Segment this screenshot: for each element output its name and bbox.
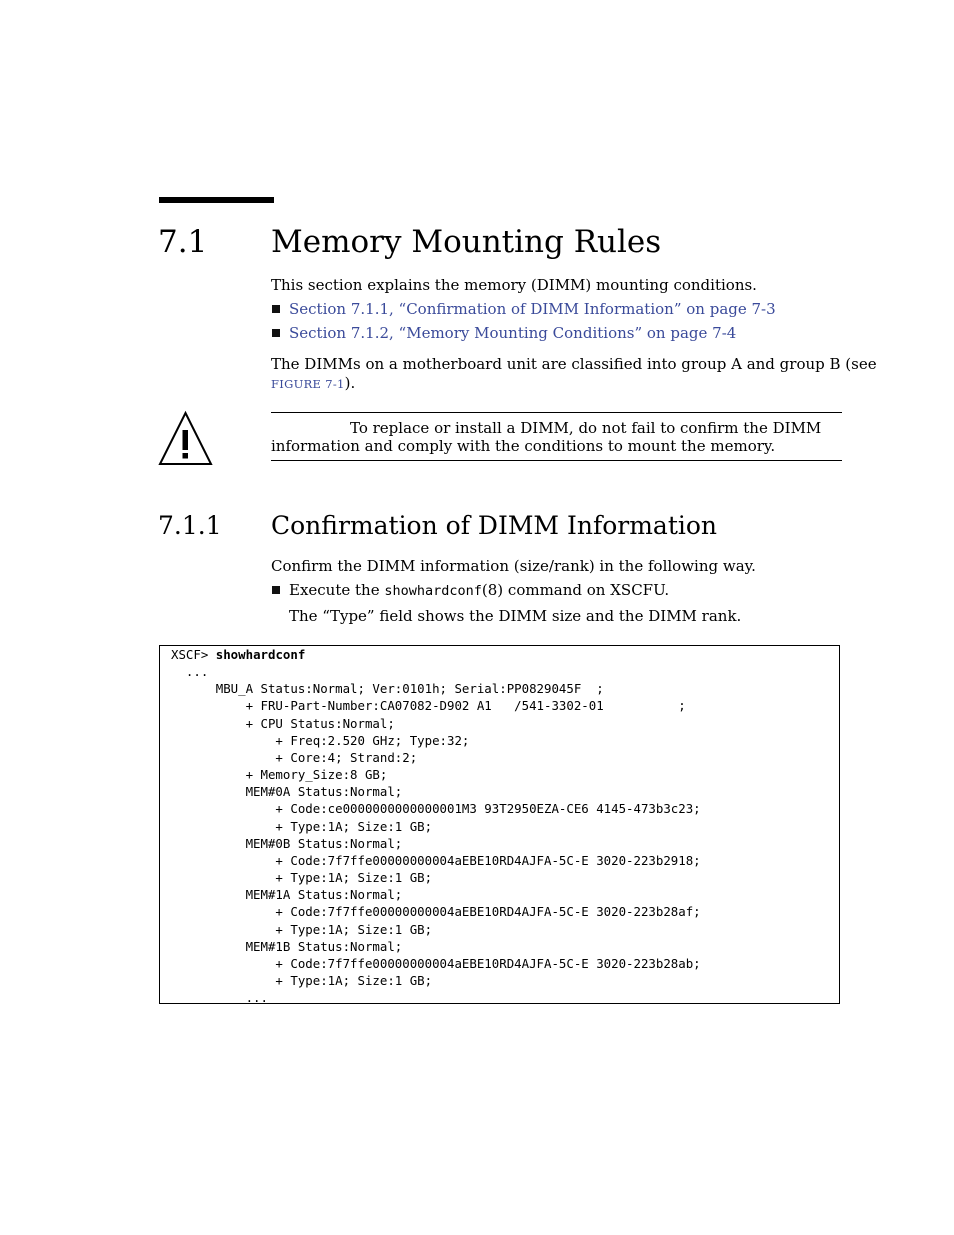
step-command: showhardconf xyxy=(384,583,482,599)
code-line: MEM#1A Status:Normal; xyxy=(171,887,403,903)
link-section-7-1-2[interactable]: Section 7.1.2, “Memory Mounting Conditions” on page 7-4 xyxy=(289,324,737,342)
step-execute xyxy=(289,581,669,600)
code-line: MEM#0A Status:Normal; xyxy=(171,784,403,800)
code-prompt-line xyxy=(171,646,701,663)
step-note: The “Type” field shows the DIMM size and the DIMM rank. xyxy=(289,607,742,625)
caution-bottom-rule xyxy=(271,460,842,461)
code-line: + Type:1A; Size:1 GB; xyxy=(171,972,433,988)
code-command: showhardconf xyxy=(215,647,306,662)
code-line: + Code:7f7ffe00000000004aEBE10RD4AJFA-5C-E 3020-223b2918; xyxy=(171,852,701,868)
code-line: + Type:1A; Size:1 GB; xyxy=(171,818,433,834)
code-line: ... xyxy=(171,990,268,1006)
caution-line2: information and comply with the conditions to mount the memory. xyxy=(271,437,776,455)
code-line: + FRU-Part-Number:CA07082-D902 A1 /541-3302-01 ; xyxy=(171,698,686,714)
code-line: + Memory_Size:8 GB; xyxy=(171,767,388,783)
subsection-title: Confirmation of DIMM Information xyxy=(271,511,718,540)
section-intro: This section explains the memory (DIMM) mounting conditions. xyxy=(271,276,757,294)
code-line: + Code:7f7ffe00000000004aEBE10RD4AJFA-5C-E 3020-223b28ab; xyxy=(171,955,701,971)
code-line: MEM#0B Status:Normal; xyxy=(171,835,403,851)
section-number: 7.1 xyxy=(158,224,208,260)
code-line: + Code:7f7ffe00000000004aEBE10RD4AJFA-5C-E 3020-223b28af; xyxy=(171,904,701,920)
code-prompt: XSCF> xyxy=(171,647,216,662)
bullet-icon xyxy=(272,329,280,337)
link-section-7-1-1[interactable]: Section 7.1.1, “Confirmation of DIMM Information” on page 7-3 xyxy=(289,300,776,318)
groups-paragraph-line1: The DIMMs on a motherboard unit are classified into group A and group B (see xyxy=(271,355,877,373)
code-line: ... xyxy=(171,664,209,680)
code-line: MBU_A Status:Normal; Ver:0101h; Serial:PP0829045F ; xyxy=(171,681,604,697)
subsection-number: 7.1.1 xyxy=(158,511,222,540)
code-line: + CPU Status:Normal; xyxy=(171,715,395,731)
bullet-icon xyxy=(272,305,280,313)
groups-paragraph-line2 xyxy=(271,374,355,393)
code-line: + Type:1A; Size:1 GB; xyxy=(171,921,433,937)
warning-triangle-icon xyxy=(158,410,213,466)
caution-line1: To replace or install a DIMM, do not fail to confirm the DIMM xyxy=(350,419,822,437)
step-suffix: (8) command on XSCFU. xyxy=(481,581,670,599)
code-line: + Code:ce0000000000000001M3 93T2950EZA-CE6 4145-473b3c23; xyxy=(171,801,701,817)
code-line: + Core:4; Strand:2; xyxy=(171,749,418,765)
code-pre xyxy=(171,646,701,1006)
section-title: Memory Mounting Rules xyxy=(271,224,662,260)
groups-paragraph-end: ). xyxy=(344,374,356,392)
step-prefix: Execute the xyxy=(289,581,385,599)
code-line: + Freq:2.520 GHz; Type:32; xyxy=(171,732,470,748)
code-line: + Type:1A; Size:1 GB; xyxy=(171,870,433,886)
figure-7-1-link[interactable]: FIGURE 7-1 xyxy=(271,377,345,391)
code-line: MEM#1B Status:Normal; xyxy=(171,938,403,954)
caution-top-rule xyxy=(271,412,842,413)
code-block xyxy=(159,645,840,1004)
subsection-intro: Confirm the DIMM information (size/rank) in the following way. xyxy=(271,557,756,575)
section-rule xyxy=(159,197,274,203)
bullet-icon xyxy=(272,586,280,594)
